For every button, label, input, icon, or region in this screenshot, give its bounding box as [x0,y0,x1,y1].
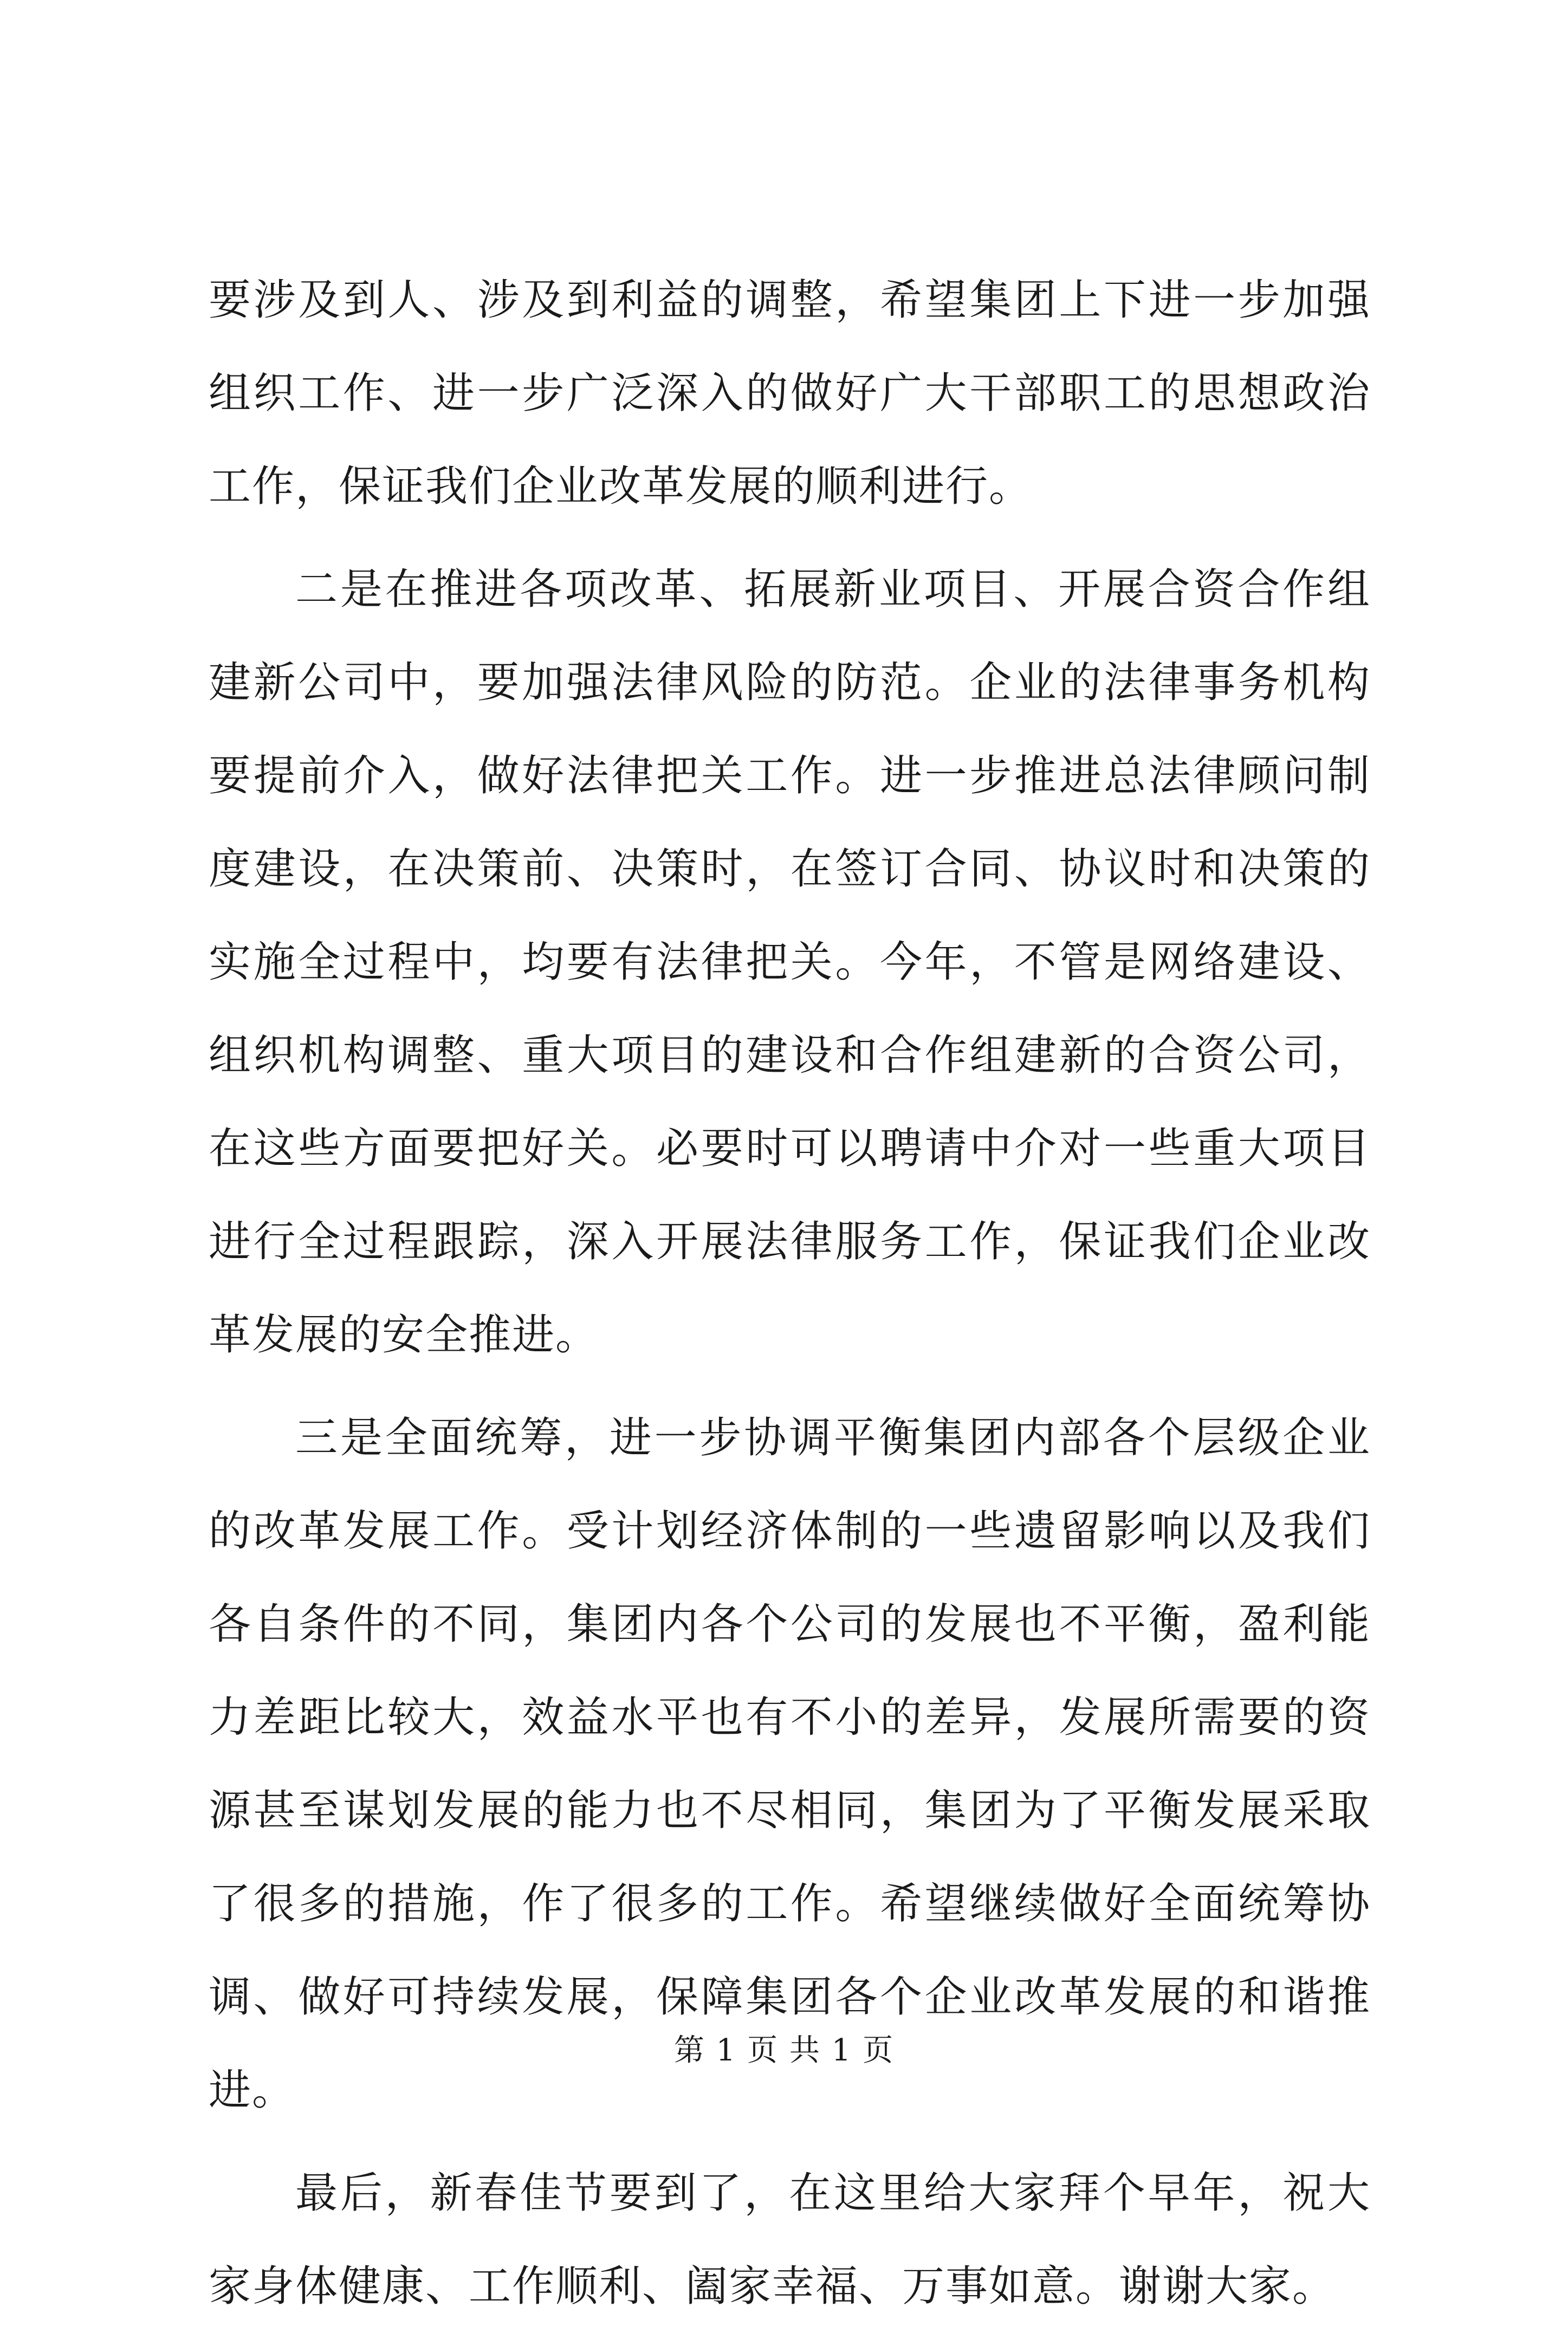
paragraph-1: 要涉及到人、涉及到利益的调整，希望集团上下进一步加强组织工作、进一步广泛深入的做好广大干部职工的思想政治工作，保证我们企业改革发展的顺利进行。 [209,276,1371,511]
paragraph-2: 二是在推进各项改革、拓展新业项目、开展合资合作组建新公司中，要加强法律风险的防范。企业的法律事务机构要提前介入，做好法律把关工作。进一步推进总法律顾问制度建设，在决策前、决策时，在签订合同、协议时和决策的实施全过程中，均要有法律把关。今年，不管是网络建设、组织机构调整、重大项目的建设和合作组建新的合资公司，在这些方面要把好关。必要时可以聘请中介对一些重大项目进行全过程跟踪，深入开展法律服务工作，保证我们企业改革发展的安全推进。 [209,565,1371,1359]
paragraph-3: 三是全面统筹，进一步协调平衡集团内部各个层级企业的改革发展工作。受计划经济体制的一些遗留影响以及我们各自条件的不同，集团内各个公司的发展也不平衡，盈利能力差距比较大，效益水平也有不小的差异，发展所需要的资源甚至谋划发展的能力也不尽相同，集团为了平衡发展采取了很多的措施，作了很多的工作。希望继续做好全面统筹协调、做好可持续发展，保障集团各个企业改革发展的和谐推进。 [209,1414,1371,2115]
document-body [209,254,1371,2333]
paragraph-4: 最后，新春佳节要到了，在这里给大家拜个早年，祝大家身体健康、工作顺利、阖家幸福、万事如意。谢谢大家。 [209,2169,1371,2311]
page-number-footer: 第 1 页 共 1 页 [673,2033,895,2068]
